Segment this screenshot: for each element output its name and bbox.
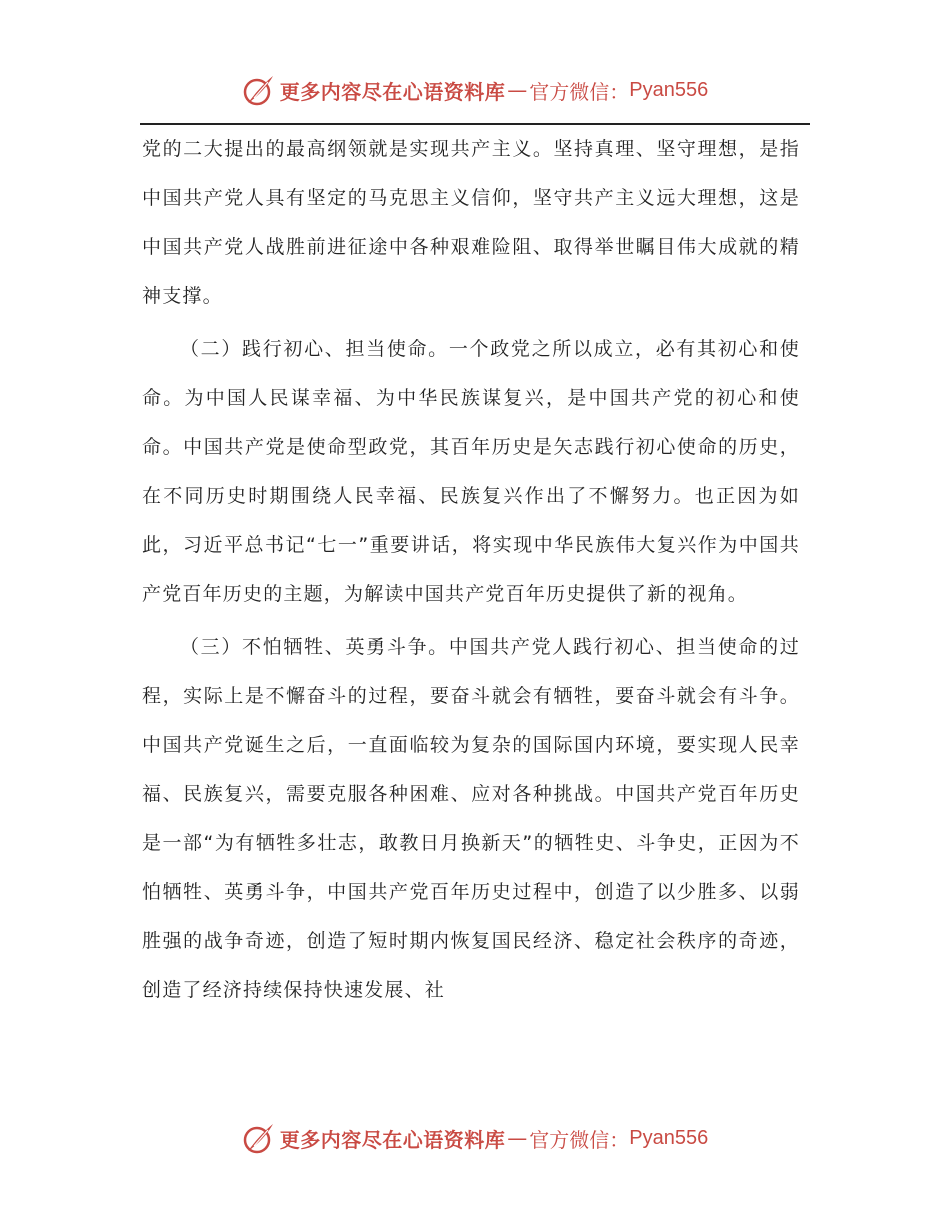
footer-banner bbox=[0, 1118, 950, 1158]
paragraph-1: 党的二大提出的最高纲领就是实现共产主义。坚持真理、坚守理想，是指中国共产党人具有坚定的马克思主义信仰，坚守共产主义远大理想，这是中国共产党人战胜前进征途中各种艰难险阻、取得举世瞩目伟大成就的精神支撑。 bbox=[142, 138, 800, 307]
banner-dash: — bbox=[507, 1126, 528, 1150]
quill-logo-icon bbox=[242, 73, 276, 107]
banner-wechat-id: Pyan556 bbox=[629, 1126, 709, 1149]
document-body bbox=[142, 125, 800, 1019]
quill-logo-icon bbox=[242, 1121, 276, 1155]
banner-dash: — bbox=[507, 78, 528, 102]
paragraph-2: （二）践行初心、担当使命。一个政党之所以成立，必有其初心和使命。为中国人民谋幸福、为中华民族谋复兴，是中国共产党的初心和使命。中国共产党是使命型政党，其百年历史是矢志践行初心使命的历史，在不同历史时期围绕人民幸福、民族复兴作出了不懈努力。也正因为如此，习近平总书记“七一”重要讲话，将实现中华民族伟大复兴作为中国共产党百年历史的主题，为解读中国共产党百年历史提供了新的视角。 bbox=[142, 338, 800, 605]
banner-wechat-id: Pyan556 bbox=[629, 78, 709, 101]
paragraph-3: （三）不怕牺牲、英勇斗争。中国共产党人践行初心、担当使命的过程，实际上是不懈奋斗的过程，要奋斗就会有牺牲，要奋斗就会有斗争。中国共产党诞生之后，一直面临较为复杂的国际国内环境，要实现人民幸福、民族复兴，需要克服各种困难、应对各种挑战。中国共产党百年历史是一部“为有牺牲多壮志，敢教日月换新天”的牺牲史、斗争史，正因为不怕牺牲、英勇斗争，中国共产党百年历史过程中，创造了以少胜多、以弱胜强的战争奇迹，创造了短时期内恢复国民经济、稳定社会秩序的奇迹，创造了经济持续保持快速发展、社 bbox=[142, 636, 800, 1001]
banner-title: 更多内容尽在心语资料库 bbox=[279, 79, 506, 104]
banner-title: 更多内容尽在心语资料库 bbox=[279, 1127, 506, 1152]
banner-wechat-label: 官方微信： bbox=[529, 1127, 630, 1152]
banner-wechat-label: 官方微信： bbox=[529, 79, 630, 104]
header-banner bbox=[0, 70, 950, 110]
